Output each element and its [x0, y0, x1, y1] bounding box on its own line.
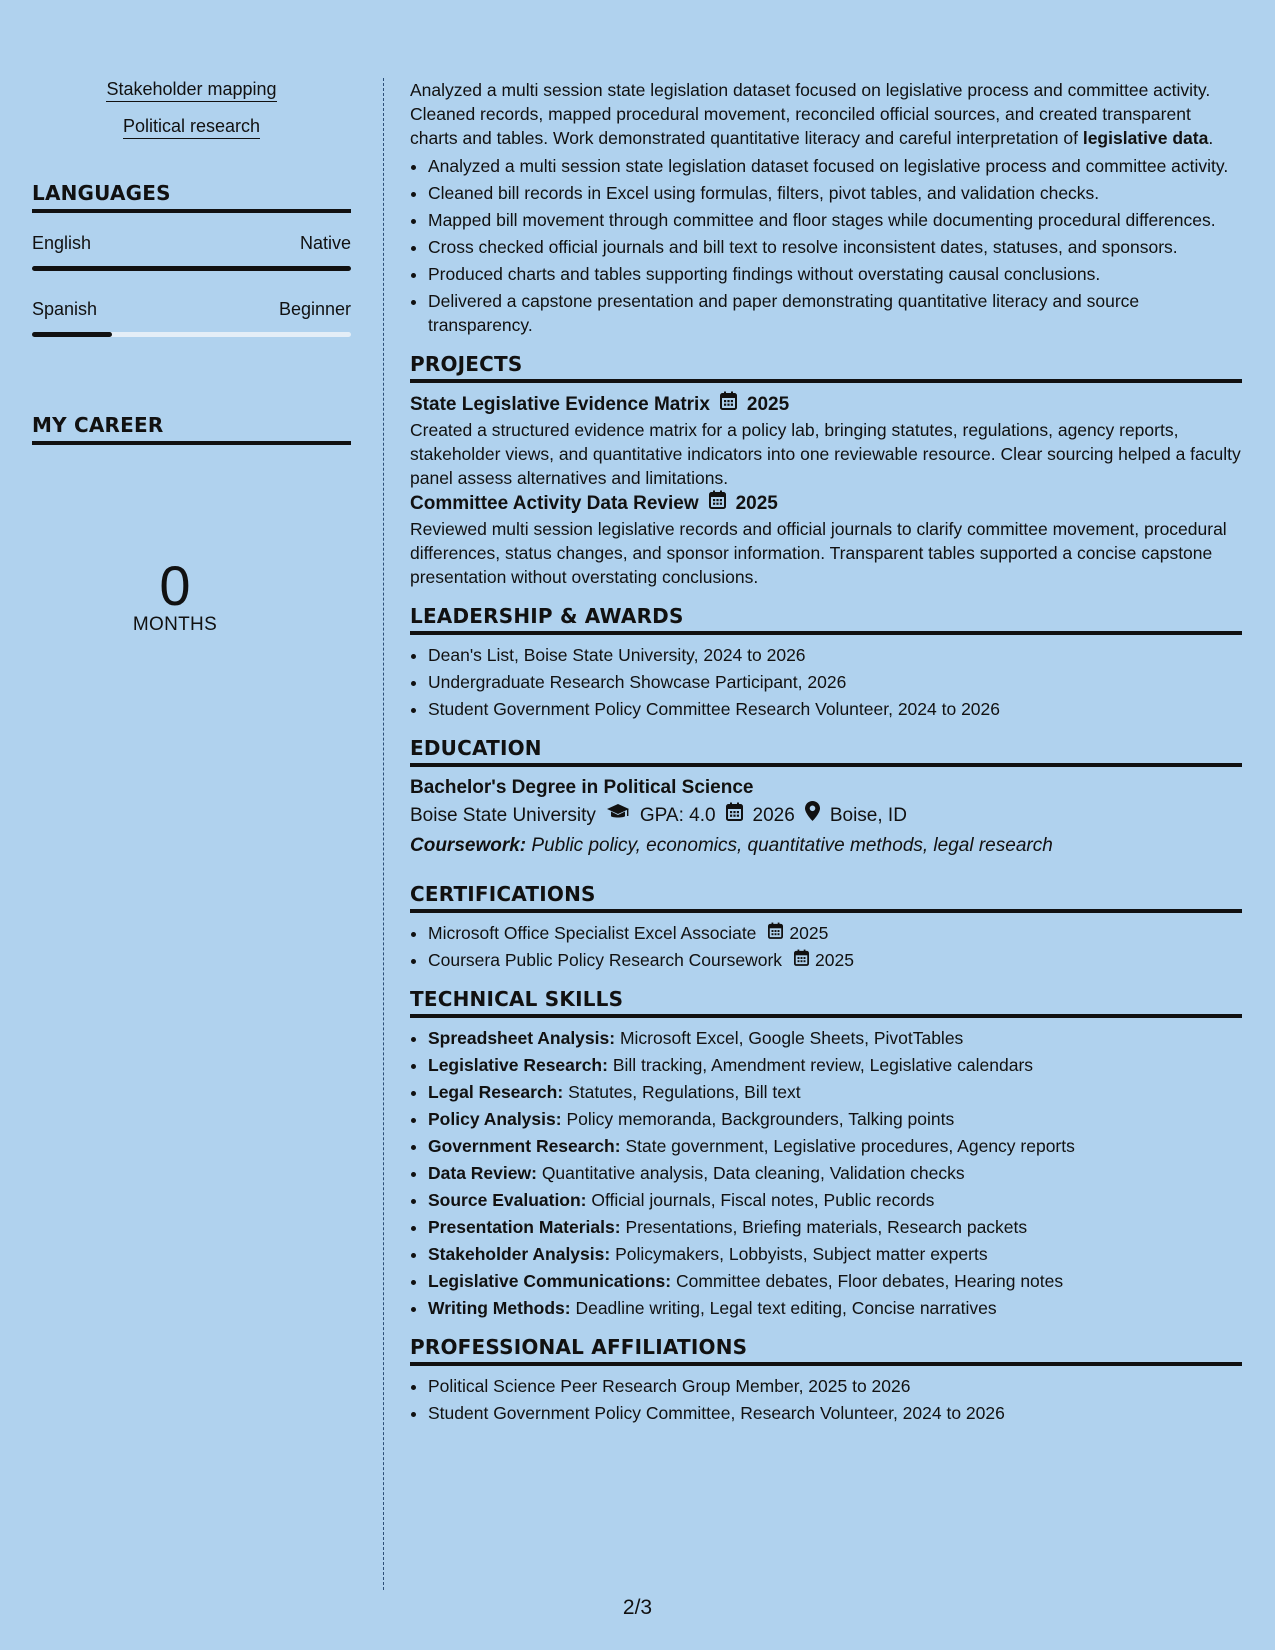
school-location: Boise, ID: [829, 805, 907, 826]
list-item: • Undergraduate Research Showcase Participant, 2026: [428, 670, 1242, 694]
language-bar: [32, 332, 351, 337]
sidebar: [32, 78, 351, 636]
skill-label: Legislative Research:: [428, 1055, 608, 1075]
list-item: [428, 1107, 1242, 1131]
technical-skills-list: [410, 1026, 1242, 1320]
list-item: [428, 1053, 1242, 1077]
language-level: Native: [299, 233, 351, 253]
list-item: [428, 1215, 1242, 1239]
list-item: [428, 1242, 1242, 1266]
list-item: • Delivered a capstone presentation and paper demonstrating quantitative literacy and source transparency.: [428, 289, 1242, 337]
skill-label: Government Research:: [428, 1136, 621, 1156]
page-number: 2/3: [622, 1596, 653, 1619]
list-item: • Mapped bill movement through committee and floor stages while documenting procedural differences.: [428, 208, 1242, 232]
list-item: • Produced charts and tables supporting findings without overstating causal conclusions.: [428, 262, 1242, 286]
skill-label: Legislative Communications:: [428, 1271, 672, 1291]
leadership-heading: LEADERSHIP & AWARDS: [410, 603, 1242, 635]
list-item: [428, 1296, 1242, 1320]
project-title: Committee Activity Data Review: [410, 492, 699, 514]
list-item: • Dean's List, Boise State University, 2024 to 2026: [428, 643, 1242, 667]
coursework: [410, 831, 1242, 861]
language-bar-fill: [32, 332, 112, 337]
certification-name: • Microsoft Office Specialist Excel Associate: [428, 923, 757, 943]
project-item: [410, 391, 1242, 490]
calendar-icon: [726, 801, 743, 831]
language-bar: [32, 266, 351, 271]
graduation-cap-icon: [606, 801, 630, 831]
graduation-year: 2026: [752, 805, 795, 826]
skill-label: Stakeholder Analysis:: [428, 1244, 611, 1264]
summary-text: Analyzed a multi session state legislation dataset focused on legislative process and committee activity. Cleaned records, mapped procedural movement, reconciled official sources, and created transparent charts and tables. Work demonstrated quantitative literacy and careful interpretation of: [410, 80, 1211, 148]
list-item: [428, 1188, 1242, 1212]
technical-skills-heading: TECHNICAL SKILLS: [410, 986, 1242, 1018]
skill-label: Data Review:: [428, 1163, 537, 1183]
skill-value: Presentations, Briefing materials, Research packets: [625, 1217, 1028, 1237]
list-item: [428, 1269, 1242, 1293]
certifications-heading: CERTIFICATIONS: [410, 881, 1242, 913]
education-heading: EDUCATION: [410, 735, 1242, 767]
affiliations-list: [410, 1374, 1242, 1425]
language-name: Spanish: [32, 299, 98, 319]
certifications-list: [410, 921, 1242, 972]
list-item: • Student Government Policy Committee Research Volunteer, 2024 to 2026: [428, 697, 1242, 721]
list-item: [428, 948, 1242, 972]
education-details: [410, 801, 1242, 831]
skill-value: Policy memoranda, Backgrounders, Talking points: [566, 1109, 955, 1129]
column-divider: [383, 78, 384, 1590]
list-item: • Cross checked official journals and bill text to resolve inconsistent dates, statuses, and sponsors.: [428, 235, 1242, 259]
languages-heading: LANGUAGES: [32, 181, 351, 213]
degree-title: Bachelor's Degree in Political Science: [410, 777, 754, 798]
coursework-text: Public policy, economics, quantitative methods, legal research: [531, 835, 1053, 856]
calendar-icon: [709, 490, 726, 517]
language-item: [32, 299, 351, 337]
skill-label: Legal Research:: [428, 1082, 564, 1102]
skill-value: Bill tracking, Amendment review, Legislative calendars: [612, 1055, 1034, 1075]
skill-value: Statutes, Regulations, Bill text: [568, 1082, 801, 1102]
certification-year: 2025: [815, 950, 854, 970]
projects-heading: PROJECTS: [410, 351, 1242, 383]
list-item: [428, 1161, 1242, 1185]
list-item: [428, 1026, 1242, 1050]
language-name: English: [32, 233, 92, 253]
list-item: • Analyzed a multi session state legislation dataset focused on legislative process and committee activity.: [428, 154, 1242, 178]
list-item: • Political Science Peer Research Group Member, 2025 to 2026: [428, 1374, 1242, 1398]
leadership-list: [410, 643, 1242, 721]
project-year: 2025: [746, 393, 790, 415]
skill-label: Writing Methods:: [428, 1298, 571, 1318]
skill-label: Source Evaluation:: [428, 1190, 587, 1210]
skill-label: Spreadsheet Analysis:: [428, 1028, 616, 1048]
skill-value: Quantitative analysis, Data cleaning, Validation checks: [541, 1163, 965, 1183]
list-item: • Student Government Policy Committee, Research Volunteer, 2024 to 2026: [428, 1401, 1242, 1425]
calendar-icon: [768, 921, 783, 945]
skill-value: Deadline writing, Legal text editing, Concise narratives: [575, 1298, 997, 1318]
language-level: Beginner: [278, 299, 351, 319]
project-item: [410, 490, 1242, 589]
certification-year: 2025: [789, 923, 829, 943]
gpa: GPA: 4.0: [639, 805, 716, 826]
calendar-icon: [720, 391, 737, 418]
list-item: • Cleaned bill records in Excel using formulas, filters, pivot tables, and validation checks.: [428, 181, 1242, 205]
certification-name: • Coursera Public Policy Research Coursework: [428, 950, 783, 970]
list-item: [428, 1080, 1242, 1104]
skill-label: Policy Analysis:: [428, 1109, 562, 1129]
map-pin-icon: [805, 801, 820, 831]
career-counter: [32, 554, 351, 636]
affiliations-heading: PROFESSIONAL AFFILIATIONS: [410, 1334, 1242, 1366]
project-description: Created a structured evidence matrix for a policy lab, bringing statutes, regulations, agency reports, stakeholder views, and quantitative indicators into one reviewable resource. Clear sourcing helped a faculty panel assess alternatives and limitations.: [410, 420, 1241, 488]
language-bar-fill: [32, 266, 351, 271]
list-item: [428, 1134, 1242, 1158]
skill-tag: Political research: [123, 115, 260, 139]
list-item: [428, 921, 1242, 945]
skill-tag: Stakeholder mapping: [106, 78, 276, 102]
career-heading: MY CAREER: [32, 413, 351, 445]
summary-end-text: .: [1208, 128, 1214, 148]
experience-summary: [410, 78, 1242, 150]
summary-bold-text: legislative data: [1082, 128, 1209, 148]
experience-bullets: [410, 154, 1242, 337]
skill-value: State government, Legislative procedures, Agency reports: [625, 1136, 1075, 1156]
language-item: [32, 233, 351, 271]
project-year: 2025: [735, 492, 778, 514]
main-content: [410, 78, 1242, 1428]
skill-value: Microsoft Excel, Google Sheets, PivotTables: [619, 1028, 964, 1048]
project-description: Reviewed multi session legislative records and official journals to clarify committee movement, procedural differences, status changes, and sponsor information. Transparent tables supported a concise capstone presentation without overstating conclusions.: [410, 519, 1227, 587]
career-unit: MONTHS: [132, 614, 218, 635]
skill-value: Policymakers, Lobbyists, Subject matter experts: [615, 1244, 988, 1264]
calendar-icon: [794, 948, 809, 972]
skill-label: Presentation Materials:: [428, 1217, 621, 1237]
skill-value: Official journals, Fiscal notes, Public records: [591, 1190, 935, 1210]
skill-value: Committee debates, Floor debates, Hearing notes: [675, 1271, 1064, 1291]
career-value: 0: [159, 554, 191, 617]
project-title: State Legislative Evidence Matrix: [410, 393, 710, 415]
coursework-label: Coursework:: [410, 835, 527, 856]
school-name: Boise State University: [410, 805, 596, 826]
